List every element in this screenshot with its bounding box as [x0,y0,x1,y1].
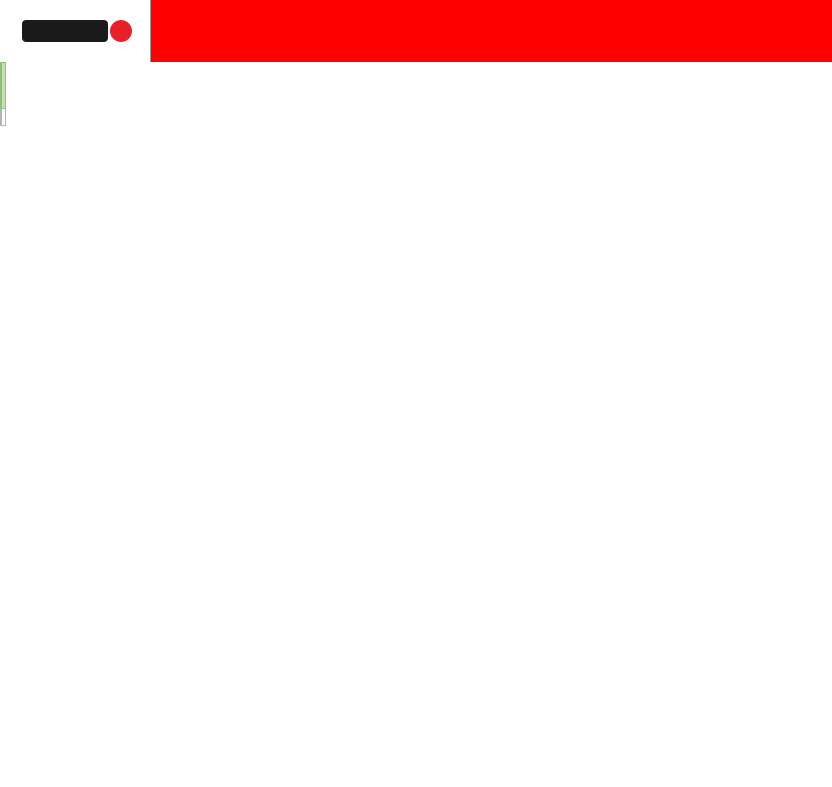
col-header-name [2,63,6,109]
top-row-label [2,109,6,126]
page-title [151,0,832,62]
standings-table [0,62,6,126]
peta-logo [0,0,151,62]
column-header-row [1,63,6,109]
logo-graphic [0,0,151,62]
top-row [1,109,6,126]
page-header [0,0,832,62]
